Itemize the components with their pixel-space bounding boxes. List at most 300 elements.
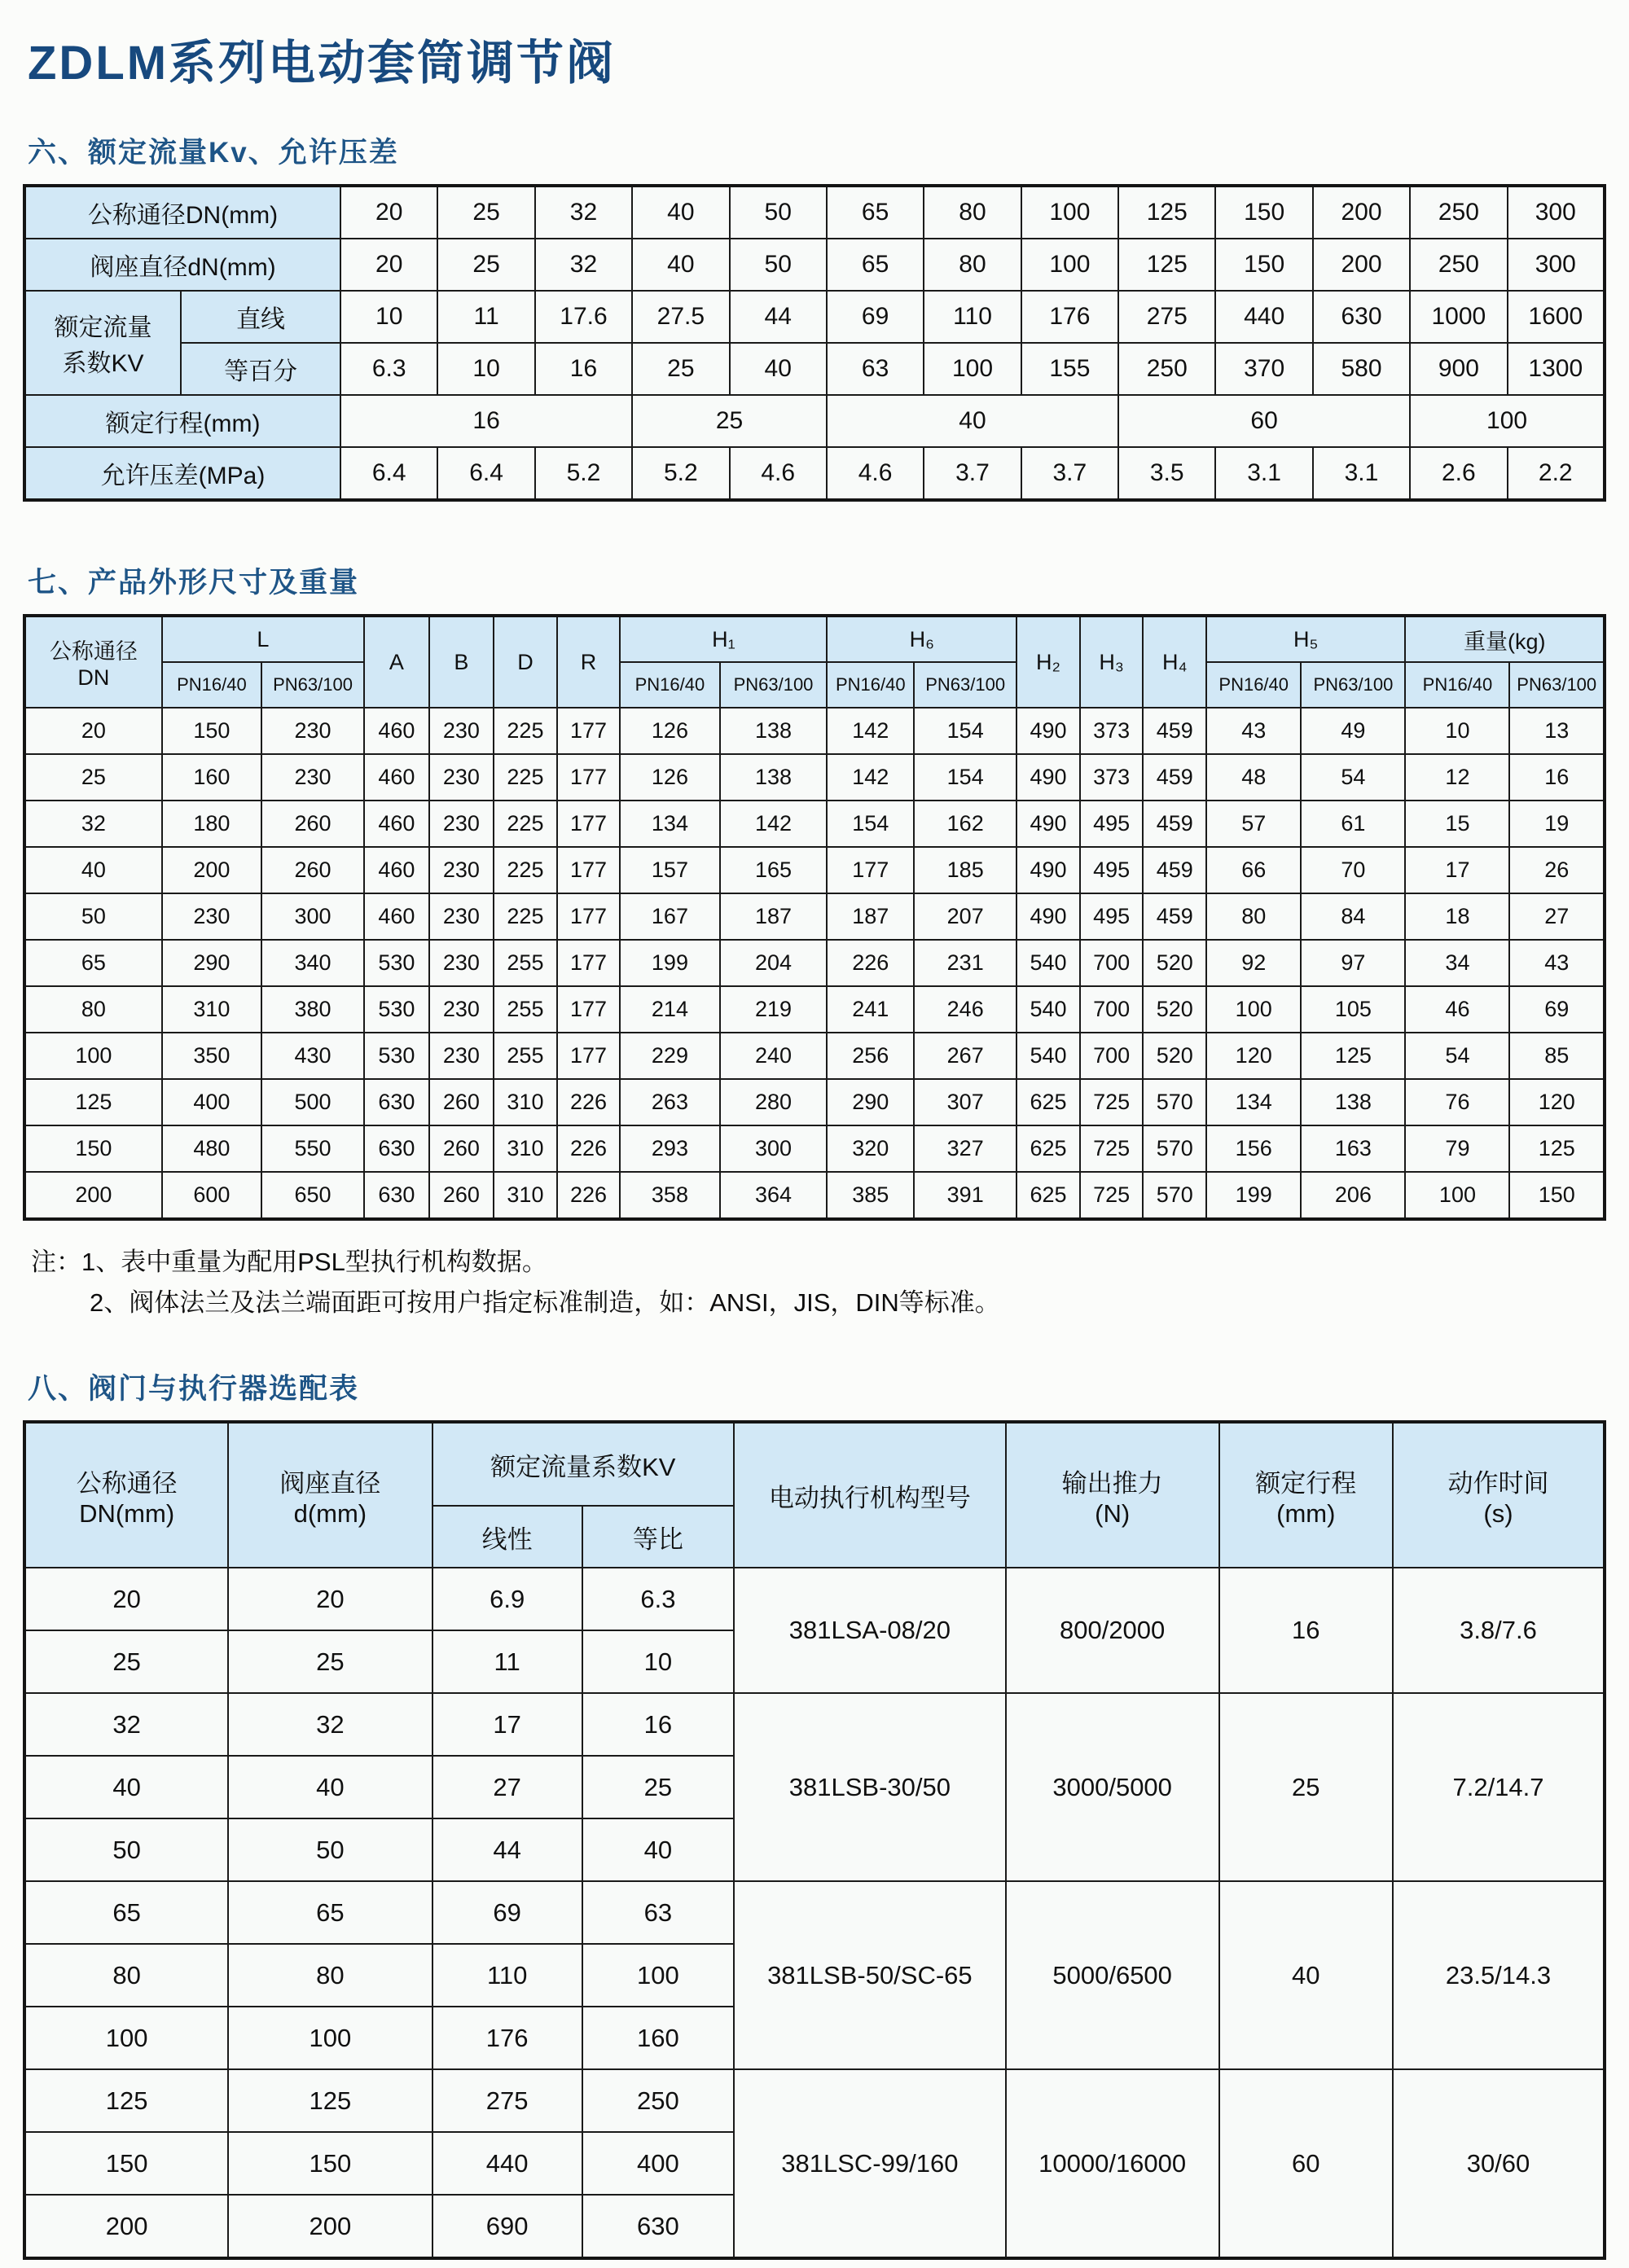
- table-cell: 495: [1080, 847, 1144, 893]
- table-cell: 6.4: [437, 447, 534, 500]
- table-cell: 100: [1206, 986, 1301, 1033]
- table-cell: 49: [1301, 708, 1405, 754]
- table-cell: 54: [1301, 754, 1405, 801]
- dn-cell: 50: [24, 1818, 228, 1881]
- table-cell: 6.3: [340, 343, 437, 395]
- table-cell: 200: [1313, 186, 1410, 239]
- valve-actuator-selection-table: [23, 1420, 1606, 2260]
- table-cell: 310: [494, 1079, 557, 1125]
- table-row: [24, 1079, 1605, 1125]
- kv-pressure-table: [23, 184, 1606, 502]
- travel-cell: 25: [1219, 1693, 1393, 1881]
- table-cell: 150: [1215, 239, 1312, 291]
- table-cell: 125: [228, 2069, 432, 2132]
- row-label: 等百分: [181, 343, 340, 395]
- table-cell: 225: [494, 847, 557, 893]
- table-cell: 310: [494, 1172, 557, 1219]
- table-row: [24, 847, 1605, 893]
- table-cell: 150: [1215, 186, 1312, 239]
- table-cell: 13: [1509, 708, 1605, 754]
- thrust-cell: 5000/6500: [1006, 1881, 1219, 2069]
- table-cell: 69: [1509, 986, 1605, 1033]
- table-cell: 226: [557, 1172, 621, 1219]
- table-cell: 11: [437, 291, 534, 343]
- table-cell: 19: [1509, 801, 1605, 847]
- table-cell: 520: [1143, 940, 1206, 986]
- table-row: [24, 940, 1605, 986]
- table-cell: 32: [535, 239, 632, 291]
- table-cell: 80: [228, 1944, 432, 2007]
- table-cell: 138: [1301, 1079, 1405, 1125]
- table-cell: 1300: [1508, 343, 1605, 395]
- table-cell: 65: [827, 239, 924, 291]
- table-cell: 300: [261, 893, 364, 940]
- table-cell: 176: [1021, 291, 1118, 343]
- table-cell: 280: [720, 1079, 828, 1125]
- table-cell: 150: [162, 708, 261, 754]
- table-cell: 225: [494, 893, 557, 940]
- table-cell: 255: [494, 1033, 557, 1079]
- table-cell: 2.2: [1508, 447, 1605, 500]
- table-cell: 204: [720, 940, 828, 986]
- table-cell: 177: [557, 986, 621, 1033]
- table-cell: 200: [162, 847, 261, 893]
- dn-cell: 200: [24, 2195, 228, 2258]
- dimensions-weight-table: [23, 614, 1606, 1221]
- table-cell: 490: [1016, 801, 1080, 847]
- table-cell: 134: [1206, 1079, 1301, 1125]
- selection-table-head: [24, 1422, 1605, 1568]
- table-cell: 54: [1405, 1033, 1509, 1079]
- table-cell: 110: [432, 1944, 582, 2007]
- column-header: L: [162, 616, 364, 662]
- dn-cell: 40: [24, 847, 162, 893]
- table-cell: 160: [582, 2007, 734, 2069]
- travel-cell: 40: [1219, 1881, 1393, 2069]
- table-cell: 125: [1509, 1125, 1605, 1172]
- table-cell: 250: [1410, 186, 1507, 239]
- table-cell: 580: [1313, 343, 1410, 395]
- table-cell: 219: [720, 986, 828, 1033]
- column-subheader: PN16/40: [162, 662, 261, 708]
- row-label: 阀座直径dN(mm): [24, 239, 340, 291]
- table-cell: 230: [261, 708, 364, 754]
- table-cell: 530: [364, 1033, 429, 1079]
- table-cell: 530: [364, 940, 429, 986]
- table-cell: 459: [1143, 847, 1206, 893]
- dn-cell: 150: [24, 2132, 228, 2195]
- table-cell: 625: [1016, 1079, 1080, 1125]
- table-cell: 177: [557, 847, 621, 893]
- table-cell: 11: [432, 1630, 582, 1693]
- dn-cell: 125: [24, 1079, 162, 1125]
- table-cell: 125: [1118, 239, 1215, 291]
- table-cell: 370: [1215, 343, 1312, 395]
- column-header: H₄: [1143, 616, 1206, 708]
- actuator-model-cell: 381LSB-50/SC-65: [734, 1881, 1006, 2069]
- table-cell: 60: [1118, 395, 1410, 447]
- table-cell: 150: [1509, 1172, 1605, 1219]
- table-cell: 25: [437, 239, 534, 291]
- table-cell: 340: [261, 940, 364, 986]
- table-cell: 10: [1405, 708, 1509, 754]
- table-cell: 459: [1143, 708, 1206, 754]
- table-cell: 520: [1143, 1033, 1206, 1079]
- table-cell: 6.4: [340, 447, 437, 500]
- table-cell: 162: [914, 801, 1016, 847]
- table-row: [24, 1568, 1605, 1630]
- table-cell: 187: [720, 893, 828, 940]
- note-1: 注：1、表中重量为配用PSL型执行机构数据。: [31, 1248, 547, 1276]
- table-cell: 17: [1405, 847, 1509, 893]
- table-row: [24, 1881, 1605, 1944]
- table-cell: 25: [632, 395, 827, 447]
- table-row: [24, 616, 1605, 662]
- table-cell: 100: [1410, 395, 1605, 447]
- table-cell: 570: [1143, 1172, 1206, 1219]
- table-cell: 630: [582, 2195, 734, 2258]
- table-cell: 154: [914, 754, 1016, 801]
- table-cell: 327: [914, 1125, 1016, 1172]
- thrust-cell: 10000/16000: [1006, 2069, 1219, 2258]
- dn-cell: 50: [24, 893, 162, 940]
- table-cell: 1600: [1508, 291, 1605, 343]
- table-cell: 100: [924, 343, 1021, 395]
- table-cell: 500: [261, 1079, 364, 1125]
- table-cell: 25: [632, 343, 729, 395]
- thrust-cell: 3000/5000: [1006, 1693, 1219, 1881]
- table-cell: 105: [1301, 986, 1405, 1033]
- table-cell: 490: [1016, 754, 1080, 801]
- table-cell: 26: [1509, 847, 1605, 893]
- table-cell: 358: [620, 1172, 719, 1219]
- table-cell: 16: [582, 1693, 734, 1756]
- table-cell: 550: [261, 1125, 364, 1172]
- table-cell: 155: [1021, 343, 1118, 395]
- table-cell: 300: [1508, 239, 1605, 291]
- table-cell: 120: [1509, 1079, 1605, 1125]
- table-cell: 176: [432, 2007, 582, 2069]
- table-cell: 600: [162, 1172, 261, 1219]
- table-cell: 460: [364, 708, 429, 754]
- table-cell: 3.1: [1215, 447, 1312, 500]
- table-cell: 17.6: [535, 291, 632, 343]
- table-cell: 225: [494, 708, 557, 754]
- travel-cell: 16: [1219, 1568, 1393, 1693]
- table-cell: 226: [827, 940, 914, 986]
- table-cell: 320: [827, 1125, 914, 1172]
- column-header: H₃: [1080, 616, 1144, 708]
- table-cell: 310: [162, 986, 261, 1033]
- table-cell: 690: [432, 2195, 582, 2258]
- table-cell: 307: [914, 1079, 1016, 1125]
- table-cell: 255: [494, 940, 557, 986]
- table-cell: 230: [429, 708, 494, 754]
- table-cell: 290: [827, 1079, 914, 1125]
- table-cell: 630: [364, 1079, 429, 1125]
- table-cell: 154: [827, 801, 914, 847]
- dn-cell: 25: [24, 1630, 228, 1693]
- table-row: [24, 801, 1605, 847]
- column-header: 额定流量系数KV: [432, 1422, 735, 1506]
- table-cell: 50: [730, 186, 827, 239]
- row-label: 额定行程(mm): [24, 395, 340, 447]
- table-cell: 50: [730, 239, 827, 291]
- table-cell: 400: [582, 2132, 734, 2195]
- table-cell: 100: [228, 2007, 432, 2069]
- column-header: H₅: [1206, 616, 1405, 662]
- table-cell: 214: [620, 986, 719, 1033]
- table-row: [24, 186, 1605, 239]
- table-cell: 207: [914, 893, 1016, 940]
- dn-cell: 20: [24, 1568, 228, 1630]
- table-cell: 700: [1080, 940, 1144, 986]
- table-cell: 154: [914, 708, 1016, 754]
- table-cell: 725: [1080, 1079, 1144, 1125]
- table-cell: 300: [720, 1125, 828, 1172]
- table-cell: 80: [924, 186, 1021, 239]
- table-cell: 40: [632, 186, 729, 239]
- section-dimensions: [23, 560, 1606, 1323]
- table-cell: 700: [1080, 986, 1144, 1033]
- column-header: 公称通径 DN(mm): [24, 1422, 228, 1568]
- section-heading-8: 八、阀门与执行器选配表: [28, 1373, 360, 1406]
- table-row: [24, 239, 1605, 291]
- table-cell: 230: [429, 940, 494, 986]
- table-cell: 125: [1118, 186, 1215, 239]
- table-cell: 84: [1301, 893, 1405, 940]
- table-cell: 76: [1405, 1079, 1509, 1125]
- actuator-model-cell: 381LSC-99/160: [734, 2069, 1006, 2258]
- table-cell: 490: [1016, 708, 1080, 754]
- table-cell: 440: [432, 2132, 582, 2195]
- table-cell: 100: [582, 1944, 734, 2007]
- table-cell: 57: [1206, 801, 1301, 847]
- column-header: 电动执行机构型号: [734, 1422, 1006, 1568]
- table-cell: 70: [1301, 847, 1405, 893]
- column-header: 公称通径 DN: [24, 616, 162, 708]
- table-cell: 177: [557, 893, 621, 940]
- table-cell: 27: [1509, 893, 1605, 940]
- table-row: [24, 1422, 1605, 1506]
- table-cell: 373: [1080, 754, 1144, 801]
- table-cell: 69: [827, 291, 924, 343]
- table-cell: 126: [620, 754, 719, 801]
- table-cell: 530: [364, 986, 429, 1033]
- action-time-cell: 23.5/14.3: [1393, 1881, 1605, 2069]
- table-cell: 275: [432, 2069, 582, 2132]
- table-cell: 32: [228, 1693, 432, 1756]
- column-header: 重量(kg): [1405, 616, 1605, 662]
- table-cell: 625: [1016, 1172, 1080, 1219]
- table-cell: 490: [1016, 847, 1080, 893]
- table-cell: 20: [340, 239, 437, 291]
- dn-cell: 40: [24, 1756, 228, 1818]
- table-cell: 6.9: [432, 1568, 582, 1630]
- table-cell: 80: [924, 239, 1021, 291]
- dn-cell: 150: [24, 1125, 162, 1172]
- column-subheader: PN16/40: [827, 662, 914, 708]
- table-cell: 440: [1215, 291, 1312, 343]
- table-cell: 625: [1016, 1125, 1080, 1172]
- table-cell: 260: [429, 1125, 494, 1172]
- dn-cell: 25: [24, 754, 162, 801]
- table-cell: 10: [582, 1630, 734, 1693]
- table-cell: 85: [1509, 1033, 1605, 1079]
- table-cell: 650: [261, 1172, 364, 1219]
- table-cell: 3.7: [1021, 447, 1118, 500]
- action-time-cell: 30/60: [1393, 2069, 1605, 2258]
- column-header: B: [429, 616, 494, 708]
- column-subheader: PN63/100: [914, 662, 1016, 708]
- table-cell: 43: [1206, 708, 1301, 754]
- table-cell: 226: [557, 1125, 621, 1172]
- table-cell: 10: [437, 343, 534, 395]
- dimensions-table-body: [24, 708, 1605, 1219]
- column-subheader: PN63/100: [1509, 662, 1605, 708]
- table-cell: 459: [1143, 893, 1206, 940]
- table-cell: 138: [720, 708, 828, 754]
- column-subheader: PN16/40: [1405, 662, 1509, 708]
- table-row: [24, 2069, 1605, 2132]
- table-cell: 540: [1016, 1033, 1080, 1079]
- table-row: [24, 395, 1605, 447]
- page-title: ZDLM系列电动套筒调节阀: [28, 37, 617, 90]
- table-cell: 177: [557, 801, 621, 847]
- table-cell: 255: [494, 986, 557, 1033]
- column-subheader: PN63/100: [720, 662, 828, 708]
- table-cell: 17: [432, 1693, 582, 1756]
- table-cell: 480: [162, 1125, 261, 1172]
- row-label: 直线: [181, 291, 340, 343]
- table-cell: 460: [364, 754, 429, 801]
- selection-table-body: [24, 1568, 1605, 2258]
- dn-cell: 100: [24, 1033, 162, 1079]
- dn-cell: 65: [24, 1881, 228, 1944]
- table-cell: 157: [620, 847, 719, 893]
- table-row: [24, 986, 1605, 1033]
- table-cell: 293: [620, 1125, 719, 1172]
- table-cell: 260: [261, 847, 364, 893]
- table-notes: [31, 1242, 1606, 1323]
- column-header: 阀座直径 d(mm): [228, 1422, 432, 1568]
- table-cell: 4.6: [827, 447, 924, 500]
- table-cell: 69: [432, 1881, 582, 1944]
- kv-pressure-table-body: [24, 186, 1605, 500]
- table-cell: 65: [228, 1881, 432, 1944]
- table-cell: 230: [429, 1033, 494, 1079]
- dn-cell: 20: [24, 708, 162, 754]
- table-cell: 230: [429, 893, 494, 940]
- table-cell: 25: [437, 186, 534, 239]
- table-cell: 1000: [1410, 291, 1507, 343]
- table-cell: 200: [228, 2195, 432, 2258]
- table-cell: 32: [535, 186, 632, 239]
- row-label: 公称通径DN(mm): [24, 186, 340, 239]
- table-cell: 250: [1118, 343, 1215, 395]
- table-row: [24, 291, 1605, 343]
- table-cell: 350: [162, 1033, 261, 1079]
- table-cell: 100: [1021, 186, 1118, 239]
- table-cell: 167: [620, 893, 719, 940]
- table-cell: 16: [1509, 754, 1605, 801]
- dn-cell: 200: [24, 1172, 162, 1219]
- table-cell: 700: [1080, 1033, 1144, 1079]
- table-cell: 200: [1313, 239, 1410, 291]
- table-cell: 63: [827, 343, 924, 395]
- table-cell: 25: [582, 1756, 734, 1818]
- table-cell: 10: [340, 291, 437, 343]
- table-cell: 44: [432, 1818, 582, 1881]
- table-cell: 79: [1405, 1125, 1509, 1172]
- dn-cell: 32: [24, 1693, 228, 1756]
- table-cell: 630: [364, 1172, 429, 1219]
- table-cell: 5.2: [632, 447, 729, 500]
- action-time-cell: 3.8/7.6: [1393, 1568, 1605, 1693]
- table-row: [24, 1172, 1605, 1219]
- table-row: [24, 1125, 1605, 1172]
- actuator-model-cell: 381LSA-08/20: [734, 1568, 1006, 1693]
- table-row: [24, 1033, 1605, 1079]
- table-cell: 459: [1143, 754, 1206, 801]
- table-cell: 230: [162, 893, 261, 940]
- table-cell: 27.5: [632, 291, 729, 343]
- column-subheader: 等比: [582, 1506, 734, 1568]
- table-cell: 187: [827, 893, 914, 940]
- table-cell: 260: [429, 1172, 494, 1219]
- column-header: R: [557, 616, 621, 708]
- table-cell: 4.6: [730, 447, 827, 500]
- column-header: A: [364, 616, 429, 708]
- action-time-cell: 7.2/14.7: [1393, 1693, 1605, 1881]
- table-cell: 900: [1410, 343, 1507, 395]
- table-cell: 460: [364, 801, 429, 847]
- table-row: [24, 1693, 1605, 1756]
- column-header: 额定行程 (mm): [1219, 1422, 1393, 1568]
- table-cell: 225: [494, 801, 557, 847]
- table-cell: 230: [429, 754, 494, 801]
- dn-cell: 65: [24, 940, 162, 986]
- table-cell: 3.5: [1118, 447, 1215, 500]
- note-2: 2、阀体法兰及法兰端面距可按用户指定标准制造，如：ANSI，JIS，DIN等标准。: [90, 1288, 1000, 1317]
- table-cell: 230: [429, 986, 494, 1033]
- table-cell: 199: [1206, 1172, 1301, 1219]
- table-cell: 3.1: [1313, 447, 1410, 500]
- section-rated-flow: [23, 130, 1606, 502]
- table-cell: 540: [1016, 940, 1080, 986]
- table-cell: 725: [1080, 1125, 1144, 1172]
- table-cell: 300: [1508, 186, 1605, 239]
- table-cell: 250: [1410, 239, 1507, 291]
- table-cell: 150: [228, 2132, 432, 2195]
- table-cell: 630: [1313, 291, 1410, 343]
- table-cell: 61: [1301, 801, 1405, 847]
- table-cell: 226: [557, 1079, 621, 1125]
- table-cell: 177: [557, 754, 621, 801]
- table-cell: 160: [162, 754, 261, 801]
- table-cell: 20: [228, 1568, 432, 1630]
- table-cell: 63: [582, 1881, 734, 1944]
- table-cell: 385: [827, 1172, 914, 1219]
- table-cell: 65: [827, 186, 924, 239]
- table-cell: 50: [228, 1818, 432, 1881]
- table-cell: 165: [720, 847, 828, 893]
- table-cell: 18: [1405, 893, 1509, 940]
- column-header: H₂: [1016, 616, 1080, 708]
- table-row: [24, 662, 1605, 708]
- table-cell: 142: [720, 801, 828, 847]
- table-cell: 459: [1143, 801, 1206, 847]
